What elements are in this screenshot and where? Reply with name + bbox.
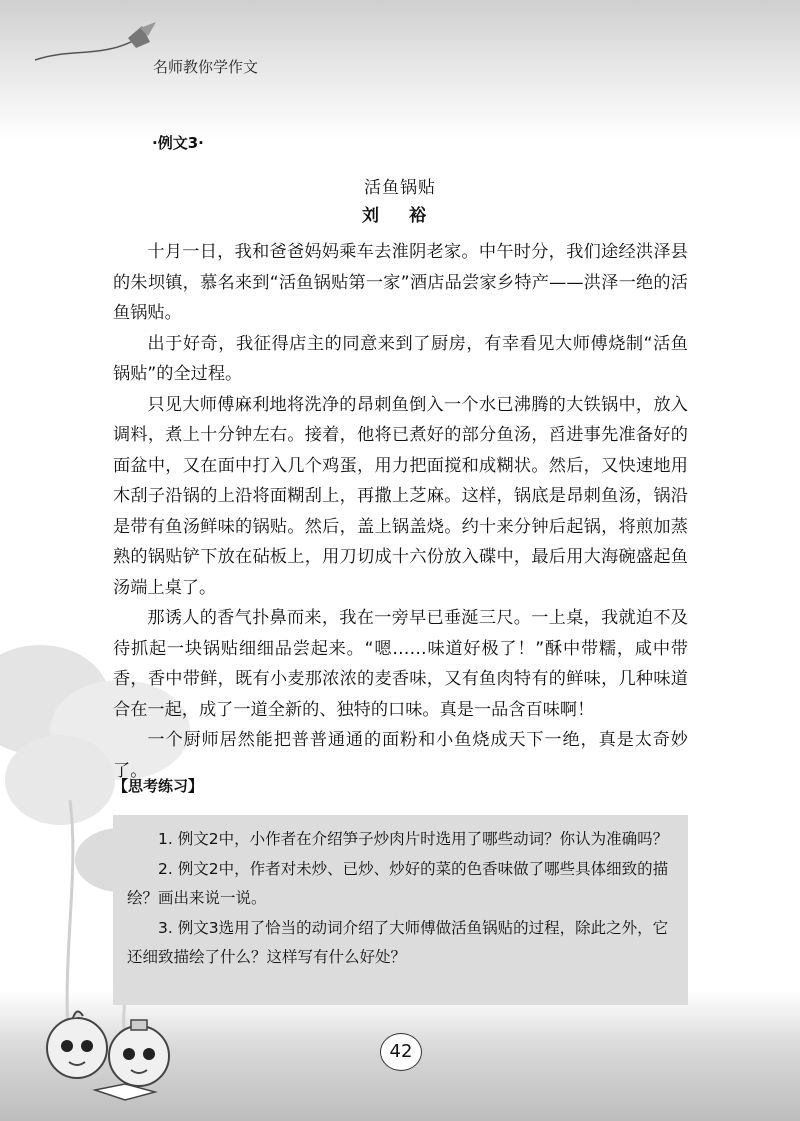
article-author: 刘 裕 [362,206,438,226]
practice-label: 【思考练习】 [113,777,204,795]
practice-question: 2. 例文2中，作者对未炒、已炒、炒好的菜的色香味做了哪些具体细致的描绘？画出来说一说。 [127,859,669,907]
practice-box [113,815,688,1005]
article-title: 活鱼锅贴 [364,178,436,198]
paragraph: 那诱人的香气扑鼻而来，我在一旁早已垂涎三尺。一上桌，我就迫不及待抓起一块锅贴细细品尝起来。“嗯……味道好极了！”酥中带糯，咸中带香，香中带鲜，既有小麦那浓浓的麦香味，又有鱼肉特有的鲜味，几种味道合在一起，成了一道全新的、独特的口味。真是一品含百味啊！ [113,608,688,720]
paragraph: 只见大师傅麻利地将洗净的昂刺鱼倒入一个水已沸腾的大铁锅中，放入调料，煮上十分钟左右。接着，他将已煮好的部分鱼汤，舀进事先准备好的面盆中，又在面中打入几个鸡蛋，用力把面搅和成糊状。然后，又快速地用木刮子沿锅的上沿将面糊刮上，再撒上芝麻。这样，锅底是昂刺鱼汤，锅沿是带有鱼汤鲜味的锅贴。然后，盖上锅盖烧。约十来分钟后起锅，将煎加蒸熟的锅贴铲下放在砧板上，用刀切成十六份放入碟中，最后用大海碗盛起鱼汤端上桌了。 [113,394,688,598]
kite-icon [30,18,160,68]
page-number: 42 [380,1033,422,1071]
paragraph: 十月一日，我和爸爸妈妈乘车去淮阴老家。中午时分，我们途经洪泽县的朱坝镇，慕名来到“活鱼锅贴第一家”酒店品尝家乡特产——洪泽一绝的活鱼锅贴。 [113,242,688,323]
example-label: ·例文3· [152,134,204,152]
paragraph: 出于好奇，我征得店主的同意来到了厨房，有幸看见大师傅烧制“活鱼锅贴”的全过程。 [113,333,688,384]
header-title: 名师教你学作文 [153,58,259,76]
cartoon-mascots-icon [35,1000,195,1110]
practice-question: 1. 例文2中，小作者在介绍笋子炒肉片时选用了哪些动词？你认为准确吗？ [158,830,669,848]
article-body [113,237,688,786]
paragraph: 一个厨师居然能把普普通通的面粉和小鱼烧成天下一绝，真是太奇妙了。 [113,730,688,781]
practice-question: 3. 例文3选用了恰当的动词介绍了大师傅做活鱼锅贴的过程，除此之外，它还细致描绘了什么？这样写有什么好处？ [127,918,669,966]
